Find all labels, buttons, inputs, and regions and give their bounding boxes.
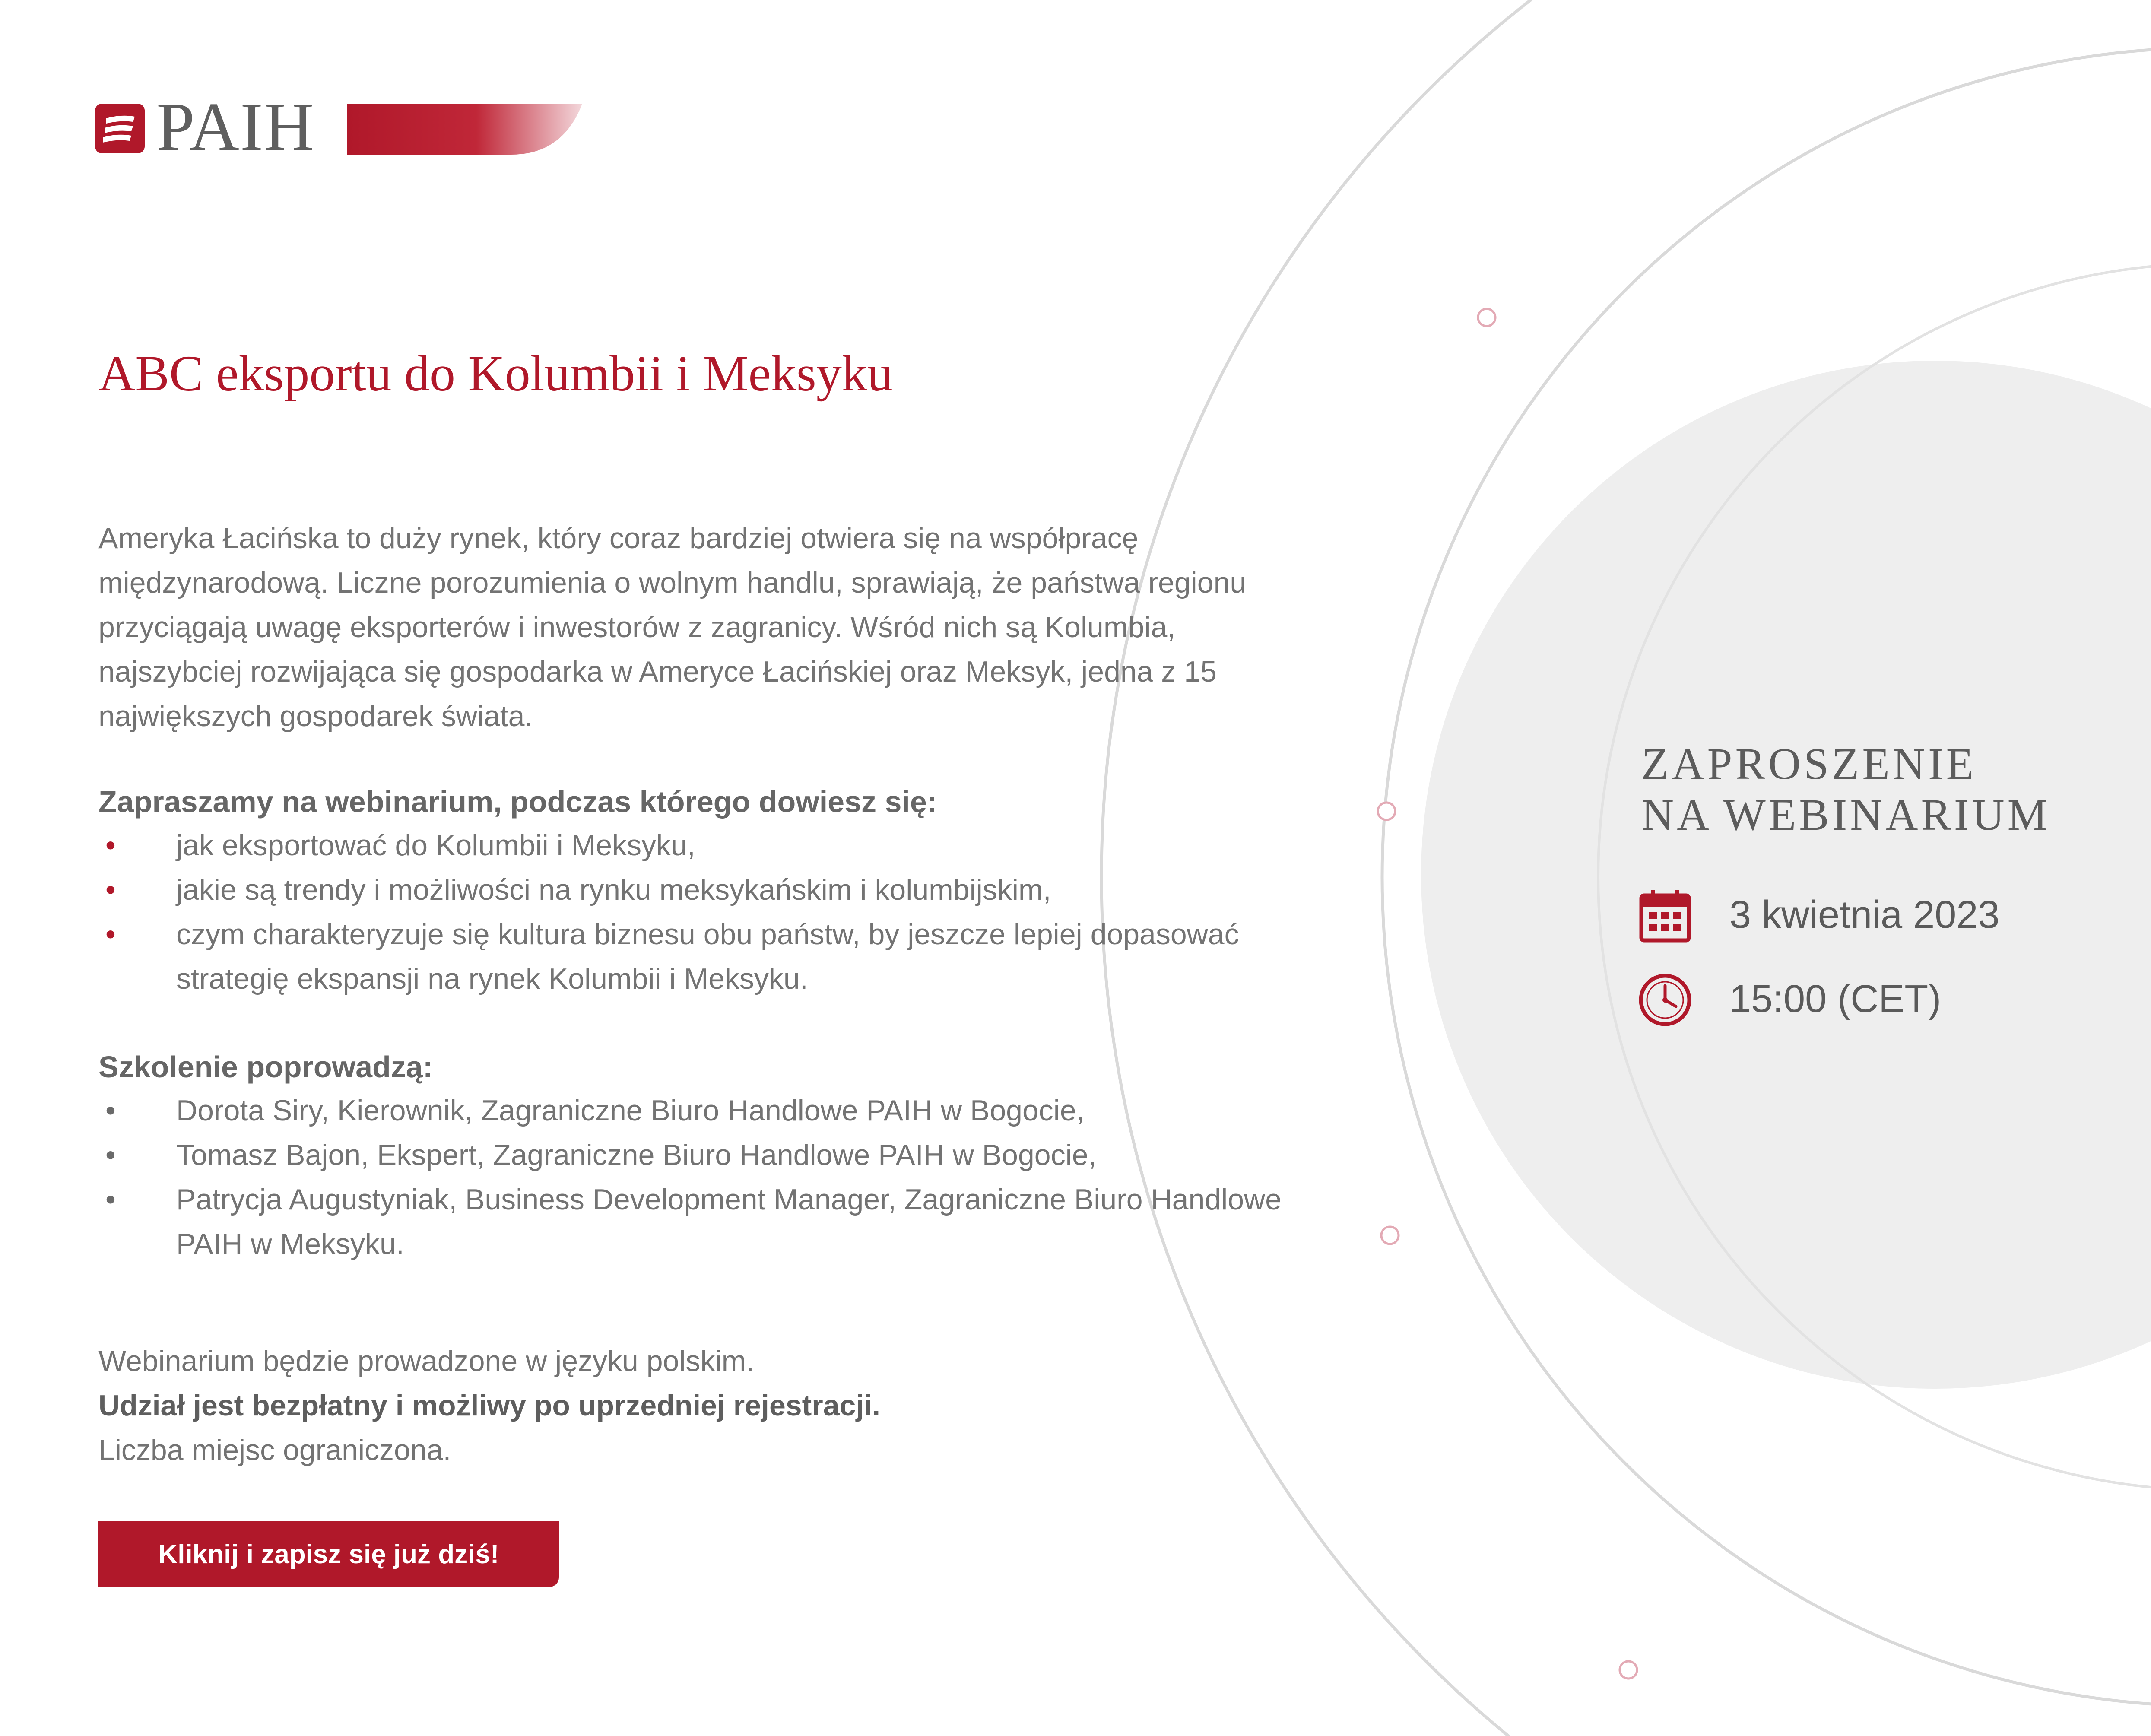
speaker-text: PAIH w Meksyku. [176, 1228, 404, 1260]
intro-line: przyciągają uwagę eksporterów i inwestorów z zagranicy. Wśród nich są Kolumbia, [98, 611, 1176, 644]
intro-paragraph [98, 516, 1403, 739]
register-button[interactable] [98, 1521, 559, 1587]
calendar-icon [1637, 888, 1693, 944]
topic-text: strategię ekspansji na rynek Kolumbii i Meksyku. [176, 962, 808, 995]
list-item [98, 823, 1239, 868]
ring-node [1378, 803, 1395, 820]
language-note: Webinarium będzie prowadzone w języku polskim. [98, 1345, 755, 1377]
list-item [98, 868, 1239, 912]
speakers-list [98, 1089, 1282, 1266]
invitation-line-1: ZAPROSZENIE [1641, 739, 1977, 789]
invitation-panel-circle [1421, 361, 2151, 1389]
invitation-heading [1641, 739, 2050, 841]
bullet-icon: • [105, 1139, 116, 1171]
invitation-line-2: NA WEBINARIUM [1641, 790, 2051, 840]
ring-node [1478, 309, 1495, 326]
speaker-text: Patrycja Augustyniak, Business Development Manager, Zagraniczne Biuro Handlowe [176, 1183, 1282, 1216]
topics-heading: Zapraszamy na webinarium, podczas którego dowiesz się: [98, 785, 937, 819]
bullet-icon: • [105, 873, 116, 906]
speakers-heading: Szkolenie poprowadzą: [98, 1050, 433, 1084]
footer-info [98, 1339, 880, 1473]
bullet-icon: • [105, 918, 116, 951]
list-item [98, 1133, 1282, 1177]
event-time: 15:00 (CET) [1729, 977, 1942, 1021]
paih-logo-icon [95, 104, 145, 153]
intro-line: międzynarodową. Liczne porozumienia o wolnym handlu, sprawiają, że państwa regionu [98, 566, 1247, 599]
list-item [98, 1177, 1282, 1266]
ring-node [1620, 1661, 1637, 1679]
bullet-icon: • [105, 1094, 116, 1127]
topics-list [98, 823, 1239, 1001]
topic-text: czym charakteryzuje się kultura biznesu obu państw, by jeszcze lepiej dopasować [176, 918, 1239, 951]
speaker-text: Dorota Siry, Kierownik, Zagraniczne Biuro Handlowe PAIH w Bogocie, [176, 1094, 1085, 1127]
list-item [98, 1089, 1282, 1133]
speaker-text: Tomasz Bajon, Ekspert, Zagraniczne Biuro Handlowe PAIH w Bogocie, [176, 1139, 1097, 1171]
clock-icon [1637, 972, 1693, 1028]
intro-line: największych gospodarek świata. [98, 700, 533, 733]
ring-node [1381, 1227, 1399, 1244]
free-registration-note: Udział jest bezpłatny i możliwy po uprzedniej rejestracji. [98, 1389, 881, 1422]
intro-line: najszybciej rozwijająca się gospodarka w Ameryce Łacińskiej oraz Meksyk, jedna z 15 [98, 655, 1217, 688]
intro-line: Ameryka Łacińska to duży rynek, który coraz bardziej otwiera się na współpracę [98, 522, 1139, 555]
webinaria-tag: webinaria [371, 11, 515, 49]
topic-text: jakie są trendy i możliwości na rynku meksykańskim i kolumbijskim, [176, 873, 1051, 906]
register-button-label: Kliknij i zapisz się już dziś! [158, 1539, 499, 1569]
event-date: 3 kwietnia 2023 [1729, 893, 2000, 936]
list-item [98, 912, 1239, 1001]
bullet-icon: • [105, 1183, 116, 1216]
limited-seats-note: Liczba miejsc ograniczona. [98, 1434, 451, 1466]
webinaria-tag-shape [347, 104, 582, 155]
page-title: ABC eksportu do Kolumbii i Meksyku [98, 345, 893, 402]
topic-text: jak eksportować do Kolumbii i Meksyku, [176, 829, 695, 862]
bullet-icon: • [105, 829, 116, 862]
brand-name: PAIH [156, 88, 315, 165]
